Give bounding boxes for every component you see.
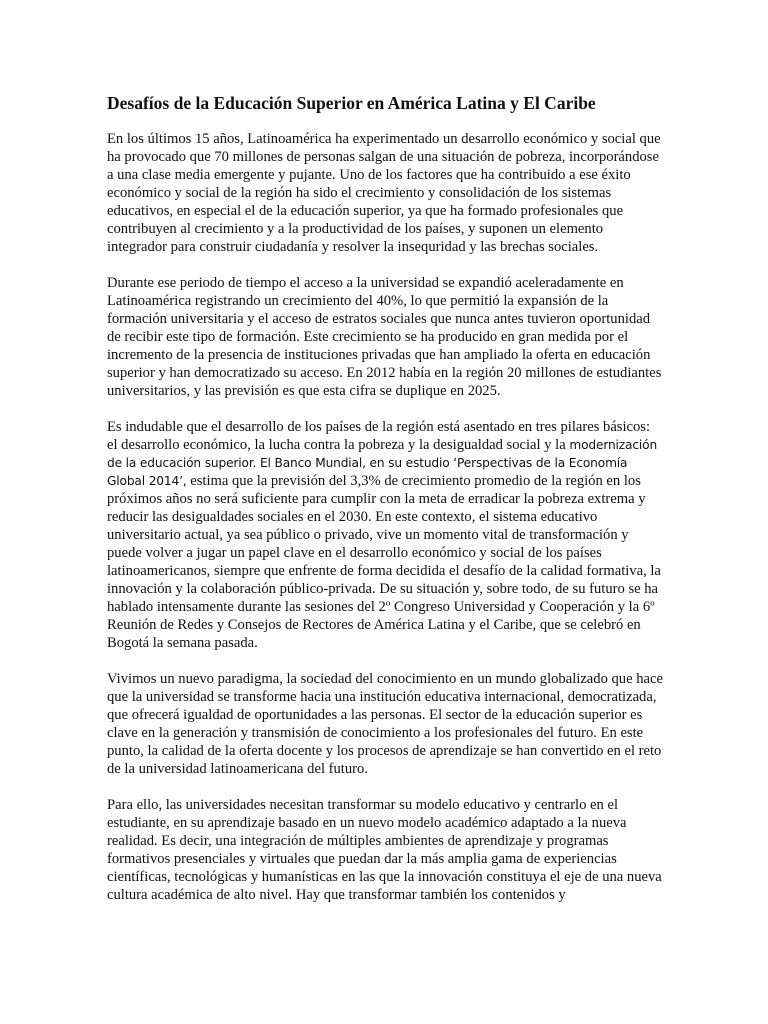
- paragraph-3-sans-segment: modernización de la educación superior. El Banco Mundial, en su estudio ‘Perspectivas de la Economía Global 2014’,: [107, 438, 658, 488]
- paragraph-1: En los últimos 15 años, Latinoamérica ha experimentado un desarrollo económico y social que ha provocado que 70 millones de personas salgan de una situación de pobreza, incorporándose a una clase media emergente y pujante. Uno de los factores que ha contribuido a ese éxito económico y social de la región ha sido el crecimiento y consolidación de los sistemas educativos, en especial el de la educación superior, ya que ha formado profesionales que contribuyen al crecimiento y a la productividad de los países, y suponen un elemento integrador para construir ciudadanía y resolver la insequridad y las brechas sociales.: [107, 131, 661, 255]
- paragraph-4: Vivimos un nuevo paradigma, la sociedad del conocimiento en un mundo globalizado que hace que la universidad se transforme hacia una institución educativa internacional, democratizada, que ofrecerá igualdad de oportunidades a las personas. El sector de la educación superior es clave en la generación y transmisión de conocimiento a los profesionales del futuro. En este punto, la calidad de la oferta docente y los procesos de aprendizaje se han convertido en el reto de la universidad latinoamericana del futuro.: [107, 671, 663, 777]
- paragraph-5: Para ello, las universidades necesitan transformar su modelo educativo y centrarlo en el estudiante, en su aprendizaje basado en un nuevo modelo académico adaptado a la nueva realidad. Es decir, una integración de múltiples ambientes de aprendizaje y programas formativos presenciales y virtuales que puedan dar la más amplia gama de experiencias científicas, tecnológicas y humanísticas en las que la innovación constituya el eje de una nueva cultura académica de alto nivel. Hay que transformar también los contenidos y: [107, 797, 662, 903]
- paragraph-3: [107, 418, 663, 652]
- document-page: [107, 92, 663, 922]
- paragraph-3-part-3: estima que la previsión del 3,3% de crecimiento promedio de la región en los próximos años no será suficiente para cumplir con la meta de erradicar la pobreza extrema y reducir las desigualdades sociales en el 2030. En este contexto, el sistema educativo universitario actual, ya sea público o privado, vive un momento vital de transformación y puede volver a jugar un papel clave en el desarrollo económico y social de los países latinoamericanos, siempre que enfrente de forma decidida el desafío de la calidad formativa, la innovación y la colaboración público-privada. De su situación y, sobre todo, de su futuro se ha hablado intensamente durante las sesiones del 2º Congreso Universidad y Cooperación y la 6º Reunión de Redes y Consejos de Rectores de América Latina y el Caribe, que se celebró en Bogotá la semana pasada.: [107, 473, 661, 651]
- paragraph-3-part-1: Es indudable que el desarrollo de los países de la región está asentado en tres pilares básicos: el desarrollo económico, la lucha contra la pobreza y la desigualdad social y la: [107, 419, 651, 453]
- document-title: Desafíos de la Educación Superior en América Latina y El Caribe: [107, 93, 596, 113]
- paragraph-2: Durante ese periodo de tiempo el acceso a la universidad se expandió aceleradamente en Latinoamérica registrando un crecimiento del 40%, lo que permitió la expansión de la formación universitaria y el acceso de estratos sociales que nunca antes tuvieron oportunidad de recibir este tipo de formación. Este crecimiento se ha producido en gran medida por el incremento de la presencia de instituciones privadas que han ampliado la oferta en educación superior y han democratizado su acceso. En 2012 había en la región 20 millones de estudiantes universitarios, y las previsión es que esta cifra se duplique en 2025.: [107, 275, 662, 399]
